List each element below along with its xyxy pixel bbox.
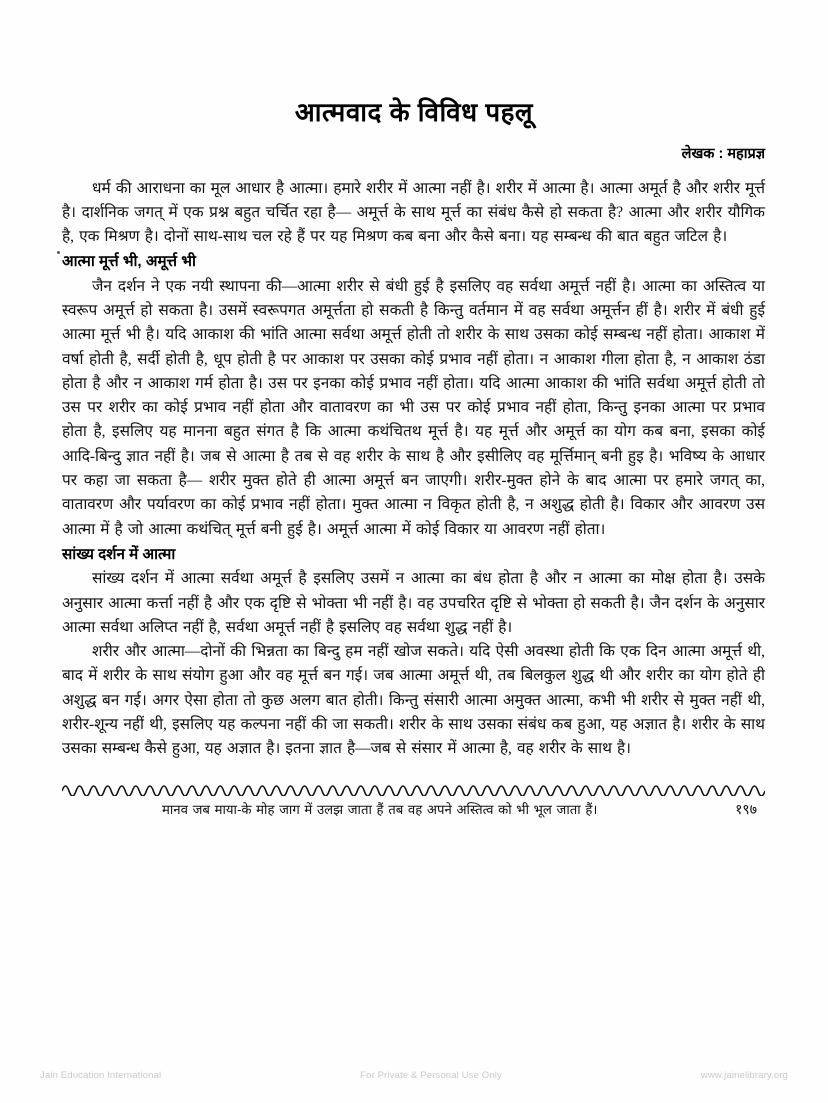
intro-paragraph: धर्म की आराधना का मूल आधार है आत्मा। हमारे शरीर में आत्मा नहीं है। शरीर में आत्मा है। आत्मा अमूर्त है और शरीर मूर्त्त है। दार्शनिक जगत् में एक प्रश्न बहुत चर्चित रहा है— अमूर्त्त के साथ मूर्त्त का संबंध कैसे हो सकता है? आत्मा और शरीर यौगिक है, एक मिश्रण है। दोनों साथ-साथ चल रहे हैं पर यह मिश्रण कब बना और कैसे बना। यह सम्बन्ध की बात बहुत जटिल है।	[62, 179, 765, 246]
section-2-paragraph-1: सांख्य दर्शन में आत्मा सर्वथा अमूर्त्त है इसलिए उसमें न आत्मा का बंध होता है और न आत्मा का मोक्ष होता है। उसके अनुसार आत्मा कर्त्ता नहीं है और एक दृष्टि से भोक्ता भी नहीं है। वह उपचरित दृष्टि से भोक्ता हो सकती है। जैन दर्शन के अनुसार आत्मा सर्वथा अलिप्त नहीं है, सर्वथा अमूर्त्त नहीं है इसलिए वह सर्वथा शुद्ध नहीं है।	[62, 570, 765, 636]
section-heading-2: सांख्य दर्शन में आत्मा	[62, 545, 176, 563]
footer-quote: मानव जब माया-के मोह जाग में उलझ जाता हैं तब वह अपने अस्तित्व को भी भूल जाता हैं।	[162, 801, 598, 817]
section-1-paragraph-1: जैन दर्शन ने एक नयी स्थापना की—आत्मा शरीर से बंधी हुई है इसलिए वह सर्वथा अमूर्त्त नहीं है। आत्मा का अस्तित्व या स्वरूप अमूर्त्त हो सकता है। उसमें स्वरूपगत अमूर्त्तता हो सकती है किन्तु वर्तमान में वह सर्वथा अमूर्त्तन हीं है। शरीर में बंधी हुई आत्मा मूर्त्त भी है। यदि आकाश की भांति आत्मा सर्वथा अमूर्त्त होती तो शरीर के साथ उसका कोई सम्बन्ध नहीं होता। आकाश में वर्षा होती है, सर्दी होती है, धूप होती है पर आकाश पर उसका कोई प्रभाव नहीं होता। न आकाश गीला होता है, न आकाश ठंडा होता है और न आकाश गर्म होता है। उस पर इनका कोई प्रभाव नहीं होता। यदि आत्मा आकाश की भांति सर्वथा अमूर्त्त होती तो उस पर शरीर का कोई प्रभाव नहीं होता और वातावरण का भी उस पर कोई प्रभाव नहीं होता, किन्तु इनका आत्मा पर प्रभाव होता है, इसलिए यह मानना बहुत संगत है कि आत्मा कथंचितथ मूर्त्त है। यह मूर्त्त और अमूर्त्त का योग कब बना, इसका कोई आदि-बिन्दु ज्ञात नहीं है। जब से आत्मा है तब से वह शरीर के साथ है और इसीलिए वह मूर्त्तिमान् बनी हुइ है। भविष्य के आधार पर कहा जा सकता है— शरीर मुक्त होते ही आत्मा अमूर्त्त बन जाएगी। शरीर-मुक्त होने के बाद आत्मा पर हमारे जगत् का, वातावरण और पर्यावरण का कोई प्रभाव नहीं होता। मुक्त आत्मा न विकृत होती है, न अशुद्ध होती है। विकार और आवरण उस आत्मा में है जो आत्मा कथंचित् मूर्त्त बनी हुई है। अमूर्त्त आत्मा में कोई विकार या आवरण नहीं होता।	[62, 277, 765, 538]
credit-usage-notice: For Private & Personal Use Only	[360, 1070, 502, 1081]
body-column	[62, 177, 765, 762]
scan-credit-bar	[0, 1070, 828, 1081]
wavy-divider	[62, 780, 765, 796]
section-heading-1: आत्मा मूर्त्त भी, अमूर्त्त भी	[62, 253, 196, 271]
author-byline: लेखक : महाप्रज्ञ	[681, 145, 765, 162]
footer-quote-row	[62, 800, 765, 819]
credit-organization: Jain Education International	[40, 1070, 162, 1081]
credit-website[interactable]: www.jainelibrary.org	[700, 1070, 788, 1081]
section-2-paragraph-2: शरीर और आत्मा—दोनों की भिन्नता का बिन्दु हम नहीं खोज सकते। यदि ऐसी अवस्था होती कि एक दिन आत्मा अमूर्त्त थी, बाद में शरीर के साथ संयोग हुआ और वह मूर्त्त बन गई। जब आत्मा अमूर्त्त थी, तब बिलकुल शुद्ध थी और शरीर का योग होते ही अशुद्ध बन गई। अगर ऐसा होता तो कुछ अलग बात होती। किन्तु संसारी आत्मा अमुक्त आत्मा, कभी भी शरीर से मुक्त नहीं थी, शरीर-शून्य नहीं थी, इसलिए यह कल्पना नहीं की जा सकती। शरीर के साथ उसका संबंध कब हुआ, यह अज्ञात है। शरीर के साथ उसका सम्बन्ध कैसे हुआ, यह अज्ञात है। इतना ज्ञात है—जब से संसार में आत्मा है, वह शरीर के साथ है।	[62, 643, 765, 758]
page-title: आत्मवाद के विविध पहलू	[294, 97, 534, 127]
scan-speck	[57, 251, 60, 254]
page-number: १९७	[735, 800, 757, 817]
title-block	[0, 0, 828, 163]
byline-row	[0, 143, 828, 163]
